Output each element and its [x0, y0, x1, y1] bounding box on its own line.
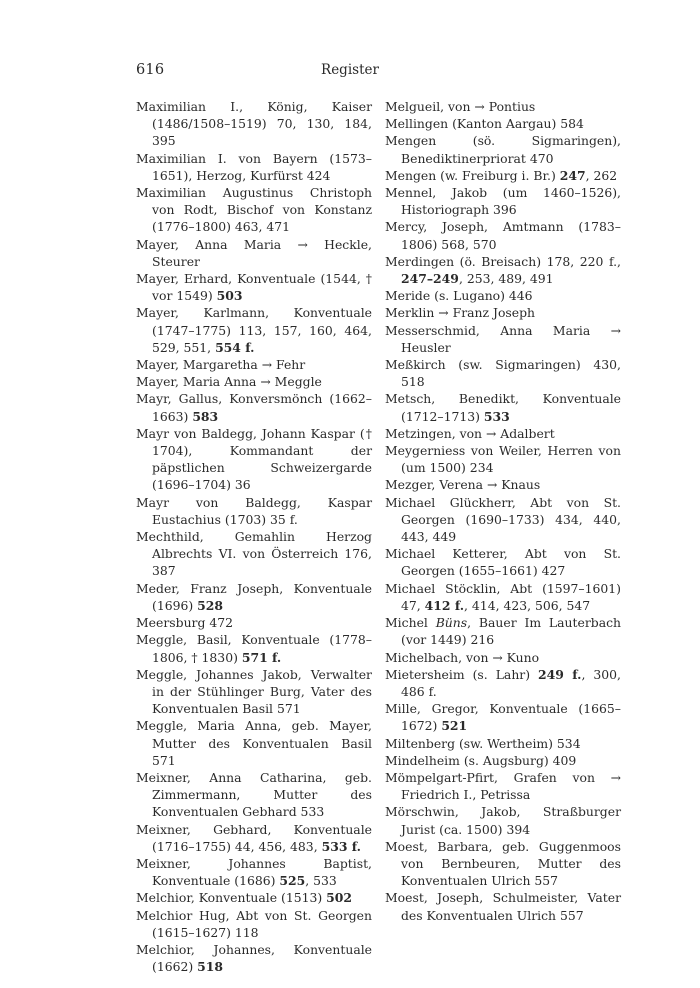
index-entry: Mezger, Verena → Knaus	[385, 477, 541, 493]
index-entry: Mechthild, Gemahlin Herzog Albrechts VI. von Österreich 176, 387	[136, 529, 372, 579]
index-entry: Mengen (sö. Sigmaringen), Benediktinerpriorat 470	[385, 133, 621, 166]
index-entry: Moest, Joseph, Schulmeister, Vater des Konventualen Ulrich 557	[385, 890, 621, 923]
index-entry: Merdingen (ö. Breisach) 178, 220 f., 247–249, 253, 489, 491	[385, 253, 621, 287]
index-entry: Meder, Franz Joseph, Konventuale (1696) 528	[136, 580, 372, 613]
index-entry: Meride (s. Lugano) 446	[385, 288, 533, 304]
index-entry: Miltenberg (sw. Wertheim) 534	[385, 735, 581, 751]
index-entry: Mayr von Baldegg, Johann Kaspar († 1704), Kommandant der päpstlichen Schweizergarde (1696–1704) 36	[136, 425, 372, 493]
index-entry: Michael Glückherr, Abt von St. Georgen (1690–1733) 434, 440, 443, 449	[385, 494, 621, 545]
index-entry: Mayer, Karlmann, Konventuale (1747–1775) 113, 157, 160, 464, 529, 551, 554 f.	[136, 305, 372, 355]
index-entry: Moest, Barbara, geb. Guggenmoos von Bernbeuren, Mutter des Konventualen Ulrich 557	[385, 838, 621, 889]
index-entry: Mömpelgart-Pfirt, Grafen von → Friedrich I., Petrissa	[385, 769, 621, 803]
index-entry: Mayer, Margaretha → Fehr	[136, 357, 306, 373]
index-entry: Meggle, Basil, Konventuale (1778–1806, † 1830) 571 f.	[136, 632, 372, 665]
index-entry: Maximilian I., König, Kaiser (1486/1508–1519) 70, 130, 184, 395	[136, 99, 372, 149]
index-column-right	[385, 98, 621, 924]
index-entry: Meixner, Gebhard, Konventuale (1716–1755) 44, 456, 483, 533 f.	[136, 821, 372, 854]
index-column-left	[136, 98, 372, 975]
index-entry: Meixner, Anna Catharina, geb. Zimmermann, Mutter des Konventualen Gebhard 533	[136, 769, 372, 820]
index-entry: Melchior, Johannes, Konventuale (1662) 518	[136, 941, 372, 975]
index-entry: Mille, Gregor, Konventuale (1665–1672) 521	[385, 701, 621, 734]
index-entry: Meygerniess von Weiler, Herren von (um 1500) 234	[385, 443, 621, 476]
index-entry: Mennel, Jakob (um 1460–1526), Historiograph 396	[385, 185, 621, 218]
index-entry: Michel Büns, Bauer Im Lauterbach (vor 1449) 216	[385, 615, 621, 648]
index-entry: Michael Stöcklin, Abt (1597–1601) 47, 412 f., 414, 423, 506, 547	[385, 580, 621, 613]
index-entry: Michael Ketterer, Abt von St. Georgen (1655–1661) 427	[385, 546, 621, 579]
index-entry: Mietersheim (s. Lahr) 249 f., 300, 486 f.	[385, 666, 621, 699]
index-entry: Melgueil, von → Pontius	[385, 99, 536, 114]
index-entry: Metzingen, von → Adalbert	[385, 425, 555, 441]
index-entry: Meixner, Johannes Baptist, Konventuale (1686) 525, 533	[136, 855, 372, 889]
index-entry: Mindelheim (s. Augsburg) 409	[385, 752, 577, 768]
index-entry: Maximilian I. von Bayern (1573–1651), Herzog, Kurfürst 424	[136, 150, 372, 183]
index-entry: Mercy, Joseph, Amtmann (1783–1806) 568, 570	[385, 219, 621, 252]
index-entry: Mengen (w. Freiburg i. Br.) 247, 262	[385, 167, 618, 183]
index-entry: Meersburg 472	[136, 615, 233, 631]
index-entry: Melchior Hug, Abt von St. Georgen (1615–1627) 118	[136, 907, 372, 940]
index-entry: Mayr von Baldegg, Kaspar Eustachius (1703) 35 f.	[136, 494, 372, 527]
index-entry: Mayer, Maria Anna → Meggle	[136, 374, 322, 390]
index-entry: Messerschmid, Anna Maria → Heusler	[385, 322, 621, 355]
index-entry: Maximilian Augustinus Christoph von Rodt, Bischof von Konstanz (1776–1800) 463, 471	[136, 185, 372, 235]
running-head: Register	[321, 62, 379, 78]
index-entry: Merklin → Franz Joseph	[385, 305, 536, 321]
index-entry: Metsch, Benedikt, Konventuale (1712–1713) 533	[385, 391, 621, 424]
index-entry: Meggle, Johannes Jakob, Verwalter in der Stühlinger Burg, Vater des Konventualen Basil 571	[136, 666, 372, 717]
index-entry: Meßkirch (sw. Sigmaringen) 430, 518	[385, 357, 621, 390]
page-number: 616	[136, 62, 165, 78]
index-entry: Michelbach, von → Kuno	[385, 649, 540, 665]
index-entry: Mörschwin, Jakob, Straßburger Jurist (ca. 1500) 394	[385, 804, 621, 837]
index-entry: Mayer, Erhard, Konventuale (1544, † vor 1549) 503	[136, 271, 372, 304]
index-entry: Mayr, Gallus, Konversmönch (1662–1663) 583	[136, 391, 372, 424]
index-entry: Meggle, Maria Anna, geb. Mayer, Mutter des Konventualen Basil 571	[136, 718, 372, 768]
index-entry: Melchior, Konventuale (1513) 502	[136, 890, 353, 906]
index-entry: Mellingen (Kanton Aargau) 584	[385, 116, 584, 132]
index-entry: Mayer, Anna Maria → Heckle, Steurer	[136, 236, 372, 269]
